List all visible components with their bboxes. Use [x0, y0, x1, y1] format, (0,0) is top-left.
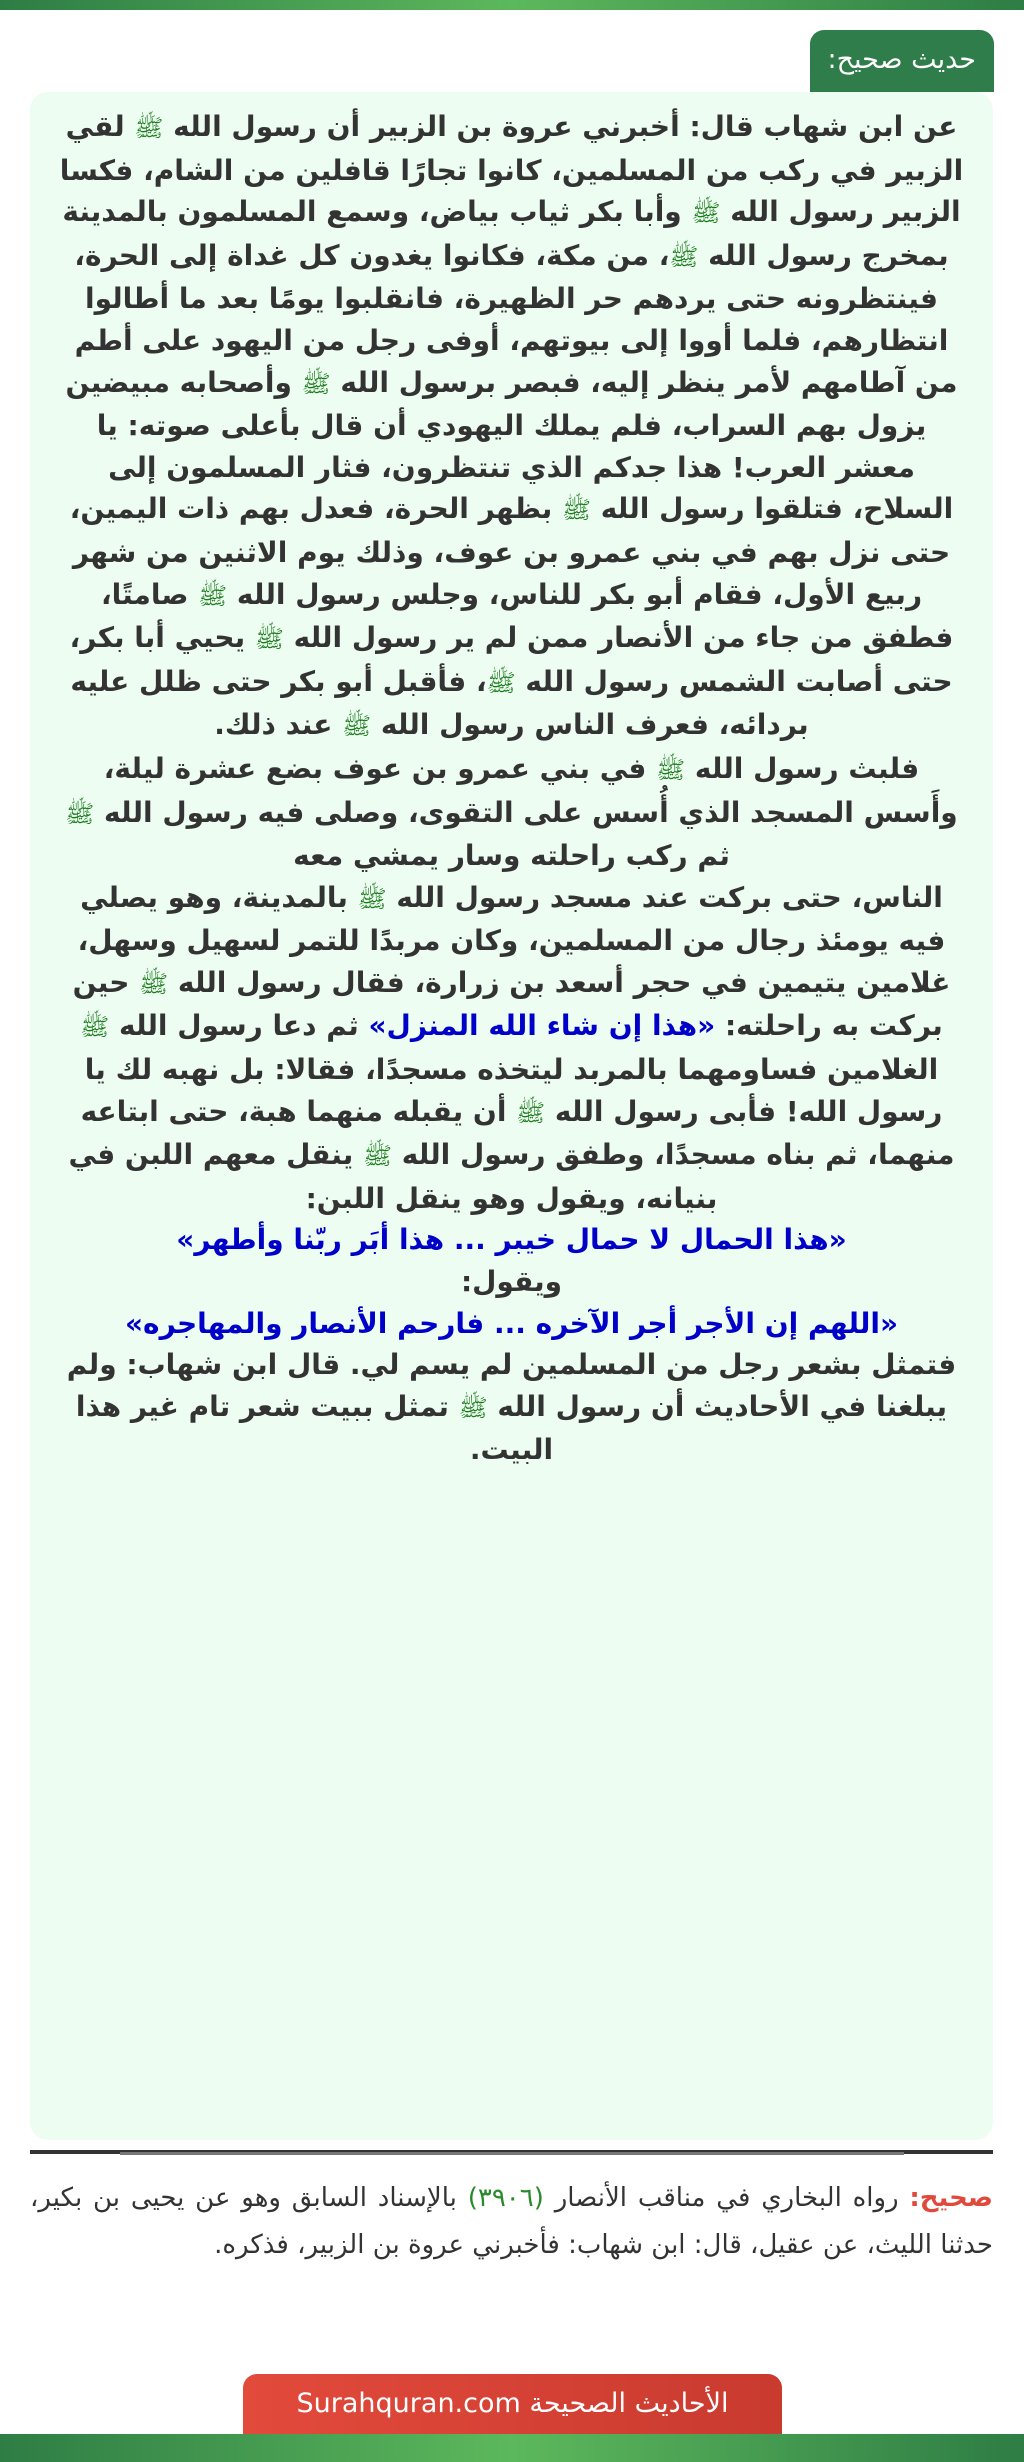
salawat-icon: ﷺ: [486, 668, 516, 697]
hadith-paragraph: [54, 106, 969, 748]
hadith-body: [54, 106, 969, 1471]
hadith-text-span: أن يقبله منهما هبة، حتى ابتاعه منهما، ثم بناه مسجدًا، وطفق رسول الله: [80, 1094, 955, 1172]
salawat-icon: ﷺ: [458, 1393, 488, 1422]
salawat-icon: ﷺ: [669, 242, 699, 271]
hadith-text-span: ينقل معهم اللبن في بنيانه، ويقول وهو ينقل اللبن:: [68, 1138, 718, 1215]
hadith-text-span: بظهر الحرة، فعدل بهم ذات اليمين، حتى نزل بهم في بني عمرو بن عوف، وذلك يوم الاثنين من شهر ربيع الأول، فقام أبو بكر للناس، وجلس رسول الله: [69, 492, 951, 611]
hadith-text-span: يحيي أبا بكر، حتى أصابت الشمس رسول الله: [69, 621, 953, 698]
salawat-icon: ﷺ: [80, 1013, 110, 1042]
hadith-status-badge: حديث صحيح:: [810, 30, 995, 92]
hadith-paragraph: [54, 877, 969, 1220]
source-text-2: بالإسناد السابق وهو عن يحيى بن بكير، حدثنا الليث، عن عقيل، قال: ابن شهاب: فأخبرني عروة بن الزبير، فذكره.: [30, 2183, 993, 2260]
hadith-text-span: تمثل ببيت شعر تام غير هذا البيت.: [75, 1389, 554, 1467]
salawat-icon: ﷺ: [65, 799, 95, 828]
salawat-icon: ﷺ: [516, 1098, 546, 1127]
prophet-quote: «هذا إن شاء الله المنزل»: [368, 1009, 716, 1043]
hadith-text-span: فتمثل بشعر رجل من المسلمين لم يسم لي. قال ابن شهاب: ولم يبلغنا في الأحاديث أن رسول الله: [66, 1348, 957, 1423]
salawat-icon: ﷺ: [342, 712, 372, 741]
salawat-icon: ﷺ: [562, 496, 592, 525]
hadith-text-span: ثم ركب راحلته وسار يمشي معه: [293, 839, 730, 873]
hadith-paragraph: [54, 1303, 969, 1345]
hadith-text-span: ، فأقبل أبو بكر حتى ظلل عليه بردائه، فعرف الناس رسول الله: [70, 664, 809, 742]
salawat-icon: ﷺ: [198, 581, 228, 610]
hadith-source: [30, 2175, 993, 2269]
salawat-icon: ﷺ: [301, 369, 331, 398]
hadith-text-span: ويقول:: [460, 1265, 563, 1299]
hadith-text-span: لقي الزبير في ركب من المسلمين، كانوا تجارًا قافلين من الشام، فكسا الزبير رسول الله: [59, 110, 964, 229]
hadith-text-span: عند ذلك.: [214, 708, 343, 742]
site-link-button[interactable]: الأحاديث الصحيحة Surahquran.com: [243, 2374, 782, 2436]
salawat-icon: ﷺ: [363, 1142, 392, 1171]
grade-label: صحيح:: [909, 2183, 993, 2213]
hadith-text-span: حين بركت به راحلته:: [72, 965, 943, 1043]
hadith-text-span: صامتًا، فطفق من جاء من الأنصار ممن لم ير رسول الله: [100, 577, 954, 655]
hadith-text-span: عن ابن شهاب قال: أخبرني عروة بن الزبير أن رسول الله: [163, 110, 958, 143]
top-decorative-bar: [0, 0, 1024, 10]
bottom-decorative-bar: [0, 2434, 1024, 2462]
prophet-quote: «اللهم إن الأجر أجر الآخره ... فارحم الأنصار والمهاجره»: [124, 1306, 899, 1340]
hadith-text-span: في بني عمرو بن عوف بضع عشرة ليلة، وأَسس المسجد الذي أُسس على التقوى، وصلى فيه رسول الله: [94, 751, 958, 829]
salawat-icon: ﷺ: [357, 884, 387, 913]
hadith-text-span: وأبا بكر ثياب بياض، وسمع المسلمون بالمدينة بمخرج رسول الله: [62, 195, 949, 272]
salawat-icon: ﷺ: [139, 969, 169, 998]
hadith-text-box: [30, 92, 993, 2140]
salawat-icon: ﷺ: [254, 625, 284, 654]
salawat-icon: ﷺ: [134, 114, 164, 142]
hadith-text-span: وأصحابه مبيضين يزول بهم السراب، فلم يملك اليهودي أن قال بأعلى صوته: يا معشر العرب! هذا جدكم الذي تنتظرون، فثار المسلمون إلى السلاح، فتلقوا رسول الله: [65, 365, 954, 526]
hadith-text-span: ثم دعا رسول الله: [109, 1009, 369, 1043]
hadith-text-span: بالمدينة، وهو يصلي فيه يومئذ رجال من المسلمين، وكان مربدًا للتمر لسهيل وسهل، غلامين يتيمين في حجر أسعد بن زرارة، فقال رسول الله: [77, 880, 951, 999]
section-divider-inner: [120, 2152, 904, 2155]
salawat-icon: ﷺ: [656, 755, 686, 784]
source-text-1: رواه البخاري في مناقب الأنصار: [543, 2183, 910, 2213]
source-reference-number[interactable]: (٣٩٠٦): [467, 2183, 544, 2213]
prophet-quote: «هذا الحمال لا حمال خيبر ... هذا أبَر ربّنا وأطهر»: [176, 1223, 847, 1257]
hadith-paragraph: [54, 748, 969, 877]
hadith-text-span: الغلامين فساومهما بالمربد ليتخذه مسجدًا، فقالا: بل نهبه لك يا رسول الله! فأبى رسول الله: [84, 1053, 943, 1128]
hadith-text-span: الناس، حتى بركت عند مسجد رسول الله: [386, 880, 943, 914]
hadith-text-span: ، من مكة، فكانوا يغدون كل غداة إلى الحرة، فينتظرونه حتى يردهم حر الظهيرة، فانقلبوا يومًا بعد ما أطالوا انتظارهم، فلما أووا إلى بيوتهم، أوفى رجل من اليهود على أطم من آطامهم لأمر ينظر إليه، فبصر برسول الله: [74, 238, 958, 399]
hadith-paragraph: [54, 1344, 969, 1471]
hadith-text-span: فلبث رسول الله: [685, 751, 920, 785]
hadith-paragraph: [54, 1219, 969, 1261]
salawat-icon: ﷺ: [691, 199, 721, 228]
hadith-paragraph: [54, 1261, 969, 1303]
